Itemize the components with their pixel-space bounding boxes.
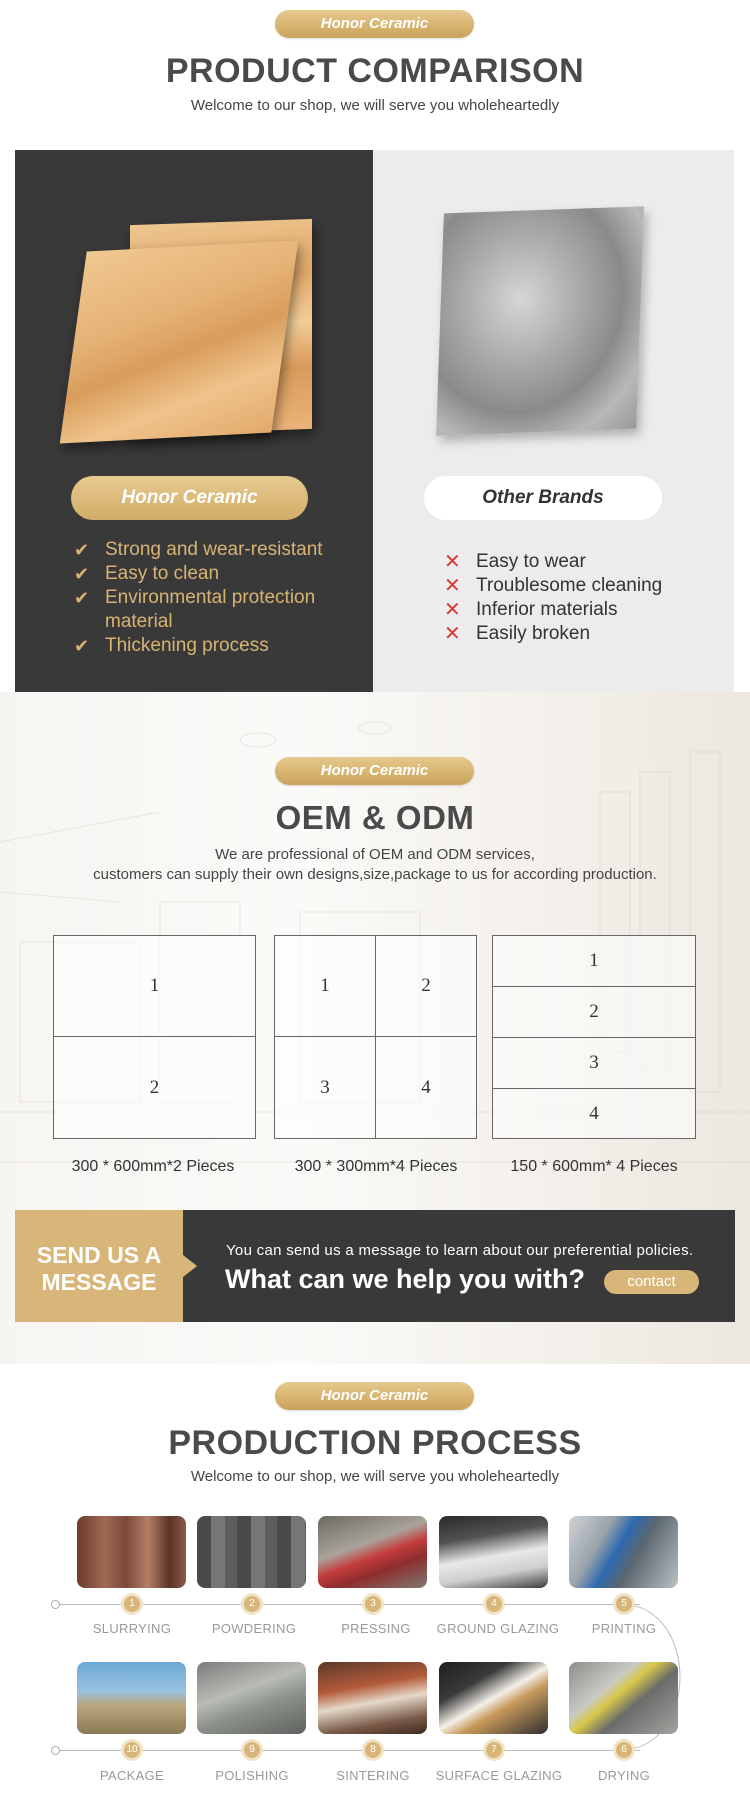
package-photo — [77, 1662, 186, 1734]
tile-cell: 4 — [421, 1076, 431, 1098]
tile-cell: 1 — [54, 936, 255, 1037]
section-title: PRODUCTION PROCESS — [168, 1424, 582, 1462]
check-icon: ✔ — [74, 540, 90, 560]
feature-item: ✔ Strong and wear-resistant — [74, 539, 323, 560]
section-subtitle: Welcome to our shop, we will serve you wholeheartedly — [190, 97, 560, 114]
cross-icon: ✕ — [444, 551, 461, 573]
size-option-300x600 — [53, 935, 256, 1139]
printing-photo — [569, 1516, 678, 1588]
timeline-end-dot — [51, 1746, 60, 1755]
size-option-150x600 — [492, 935, 696, 1139]
feature-item: ✔ Easy to clean — [74, 563, 220, 584]
other-brand-tile-image — [436, 206, 644, 435]
send-message-box[interactable] — [15, 1210, 183, 1322]
honor-tile-image-front — [60, 240, 299, 443]
step-number: 6 — [616, 1742, 632, 1758]
con-item: ✕ Inferior materials — [444, 599, 618, 621]
step-label: SURFACE GLAZING — [435, 1768, 563, 1783]
step-number: 8 — [365, 1742, 381, 1758]
cross-icon: ✕ — [444, 575, 461, 597]
polishing-photo — [197, 1662, 306, 1734]
timeline-line — [60, 1604, 640, 1605]
check-icon: ✔ — [74, 564, 90, 584]
size-caption: 300 * 300mm*4 Pieces — [294, 1158, 458, 1175]
step-label: POWDERING — [211, 1621, 297, 1636]
con-item: ✕ Easy to wear — [444, 551, 586, 573]
sintering-photo — [318, 1662, 427, 1734]
brand-badge: Honor Ceramic — [275, 757, 474, 785]
step-label: GROUND GLAZING — [436, 1621, 560, 1636]
tile-cell: 2 — [149, 1076, 160, 1098]
tile-cell: 3 — [275, 1037, 376, 1138]
step-label: PRINTING — [591, 1621, 657, 1636]
send-message-line1: SEND US A — [36, 1242, 162, 1268]
step-number: 2 — [244, 1596, 260, 1612]
timeline-line — [60, 1750, 640, 1751]
section-subtitle: Welcome to our shop, we will serve you wholeheartedly — [190, 1468, 560, 1485]
oem-description-line2: customers can supply their own designs,size,package to us for according production. — [93, 866, 657, 883]
size-caption: 150 * 600mm* 4 Pieces — [510, 1158, 678, 1175]
arrow-pointer — [183, 1255, 197, 1277]
section-title: OEM & ODM — [275, 799, 475, 836]
tile-cell: 1 — [493, 936, 695, 987]
feature-item: ✔ Environmental protection material — [74, 587, 316, 632]
pressing-photo — [318, 1516, 427, 1588]
step-number: 10 — [124, 1742, 140, 1758]
size-option-300x300 — [274, 935, 477, 1139]
step-number: 9 — [244, 1742, 260, 1758]
contact-button[interactable]: contact — [604, 1270, 699, 1294]
message-info-text: You can send us a message to learn about our preferential policies. — [226, 1242, 694, 1259]
brand-badge: Honor Ceramic — [275, 10, 474, 38]
step-number: 1 — [124, 1596, 140, 1612]
surface-glazing-photo — [439, 1662, 548, 1734]
drying-photo — [569, 1662, 678, 1734]
message-info-bar — [183, 1210, 735, 1322]
honor-features-list — [74, 538, 364, 658]
tile-cell: 2 — [493, 987, 695, 1038]
cross-icon: ✕ — [444, 599, 461, 621]
step-number: 5 — [616, 1596, 632, 1612]
check-icon: ✔ — [74, 588, 90, 608]
tile-cell: 4 — [589, 1102, 599, 1124]
ground-glazing-photo — [439, 1516, 548, 1588]
step-number: 4 — [486, 1596, 502, 1612]
honor-ceramic-label: Honor Ceramic — [71, 476, 308, 520]
step-label: POLISHING — [215, 1768, 289, 1783]
size-caption: 300 * 600mm*2 Pieces — [71, 1158, 235, 1175]
feature-item: ✔ Thickening process — [74, 635, 269, 656]
timeline-start-dot — [51, 1600, 60, 1609]
step-label: SINTERING — [336, 1768, 410, 1783]
step-label: PRESSING — [341, 1621, 411, 1636]
check-icon: ✔ — [74, 636, 90, 656]
slurrying-photo — [77, 1516, 186, 1588]
step-label: DRYING — [597, 1768, 651, 1783]
other-brands-list — [444, 550, 734, 646]
tile-cell: 3 — [493, 1038, 695, 1089]
step-number: 7 — [486, 1742, 502, 1758]
con-item: ✕ Troublesome cleaning — [444, 575, 663, 597]
send-message-line2: MESSAGE — [41, 1269, 157, 1295]
cross-icon: ✕ — [444, 623, 461, 645]
step-number: 3 — [365, 1596, 381, 1612]
message-question: What can we help you with? — [225, 1264, 586, 1294]
oem-description-line1: We are professional of OEM and ODM services, — [215, 846, 535, 863]
section-title: PRODUCT COMPARISON — [165, 52, 585, 90]
brand-badge: Honor Ceramic — [275, 1382, 474, 1410]
powdering-photo — [197, 1516, 306, 1588]
step-label: PACKAGE — [100, 1768, 164, 1783]
con-item: ✕ Easily broken — [444, 623, 591, 645]
other-brands-label: Other Brands — [424, 476, 662, 520]
tile-cell: 1 — [275, 936, 376, 1037]
step-label: SLURRYING — [92, 1621, 172, 1636]
tile-cell: 2 — [376, 936, 476, 1037]
